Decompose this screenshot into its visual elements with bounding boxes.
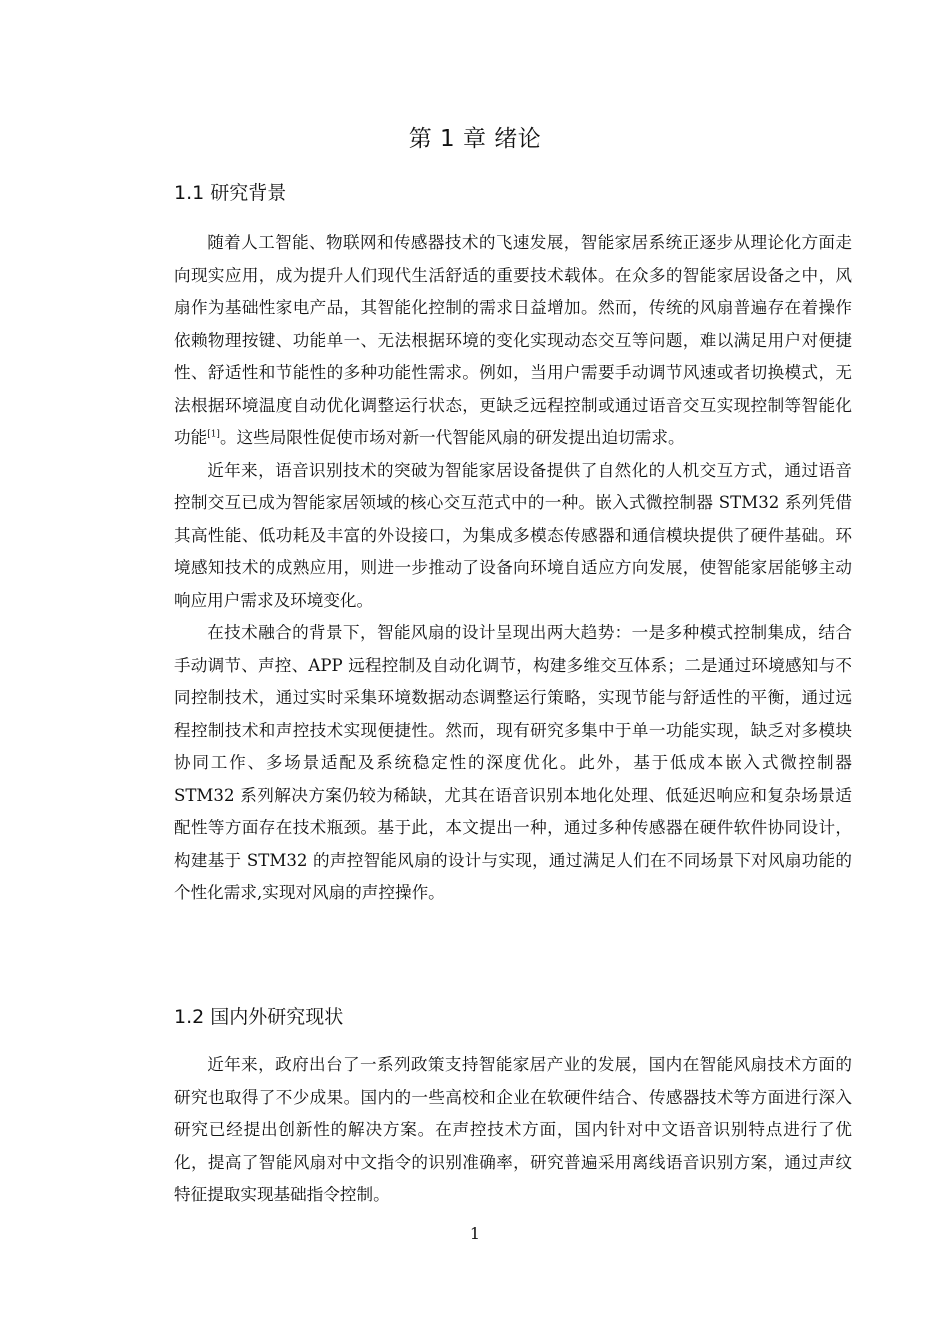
section-body-1-2: [174, 1049, 852, 1212]
chapter-title: 第 1 章 绪论: [408, 126, 542, 152]
paragraph-2: 近年来，语音识别技术的突破为智能家居设备提供了自然化的人机交互方式，通过语音控制交互已成为智能家居领域的核心交互范式中的一种。嵌入式微控制器 STM32 系列凭借其高性能、低功耗及丰富的外设接口，为集成多模态传感器和通信模块提供了硬件基础。环境感知技术的成熟应用，则进一步推动了设备向环境自适应方向发展，使智能家居能够主动响应用户需求及环境变化。: [174, 460, 852, 610]
section-body-1-1: [174, 227, 852, 910]
paragraph-1: [174, 227, 852, 455]
section-heading-1-1: 1.1 研究背景: [174, 182, 287, 204]
section-heading-1-2: 1.2 国内外研究现状: [174, 1006, 344, 1028]
page-number: 1: [469, 1224, 481, 1243]
paragraph-4: 近年来，政府出台了一系列政策支持智能家居产业的发展，国内在智能风扇技术方面的研究也取得了不少成果。国内的一些高校和企业在软硬件结合、传感器技术等方面进行深入研究已经提出创新性的解决方案。在声控技术方面，国内针对中文语音识别特点进行了优化，提高了智能风扇对中文指令的识别准确率，研究普遍采用离线语音识别方案，通过声纹特征提取实现基础指令控制。: [174, 1055, 852, 1204]
paragraph-1-text-end: 。这些局限性促使市场对新一代智能风扇的研发提出迫切需求。: [219, 428, 685, 447]
paragraph-3: 在技术融合的背景下，智能风扇的设计呈现出两大趋势：一是多种模式控制集成，结合手动调节、声控、APP 远程控制及自动化调节，构建多维交互体系；二是通过环境感知与不同控制技术，通过实时采集环境数据动态调整运行策略，实现节能与舒适性的平衡，通过远程控制技术和声控技术实现便捷性。然而，现有研究多集中于单一功能实现，缺乏对多模块协同工作、多场景适配及系统稳定性的深度优化。此外，基于低成本嵌入式微控制器 STM32 系列解决方案仍较为稀缺，尤其在语音识别本地化处理、低延迟响应和复杂场景适配性等方面存在技术瓶颈。基于此，本文提出一种，通过多种传感器在硬件软件协同设计，构建基于 STM32 的声控智能风扇的设计与实现，通过满足人们在不同场景下对风扇功能的个性化需求,实现对风扇的声控操作。: [174, 623, 852, 902]
paragraph-1-text: 随着人工智能、物联网和传感器技术的飞速发展，智能家居系统正逐步从理论化方面走向现实应用，成为提升人们现代生活舒适的重要技术载体。在众多的智能家居设备之中，风扇作为基础性家电产品，其智能化控制的需求日益增加。然而，传统的风扇普遍存在着操作依赖物理按键、功能单一、无法根据环境的变化实现动态交互等问题，难以满足用户对便捷性、舒适性和节能性的多种功能性需求。例如，当用户需要手动调节风速或者切换模式，无法根据环境温度自动优化调整运行状态，更缺乏远程控制或通过语音交互实现控制等智能化功能: [174, 233, 852, 447]
citation-marker: [1]: [207, 429, 220, 440]
